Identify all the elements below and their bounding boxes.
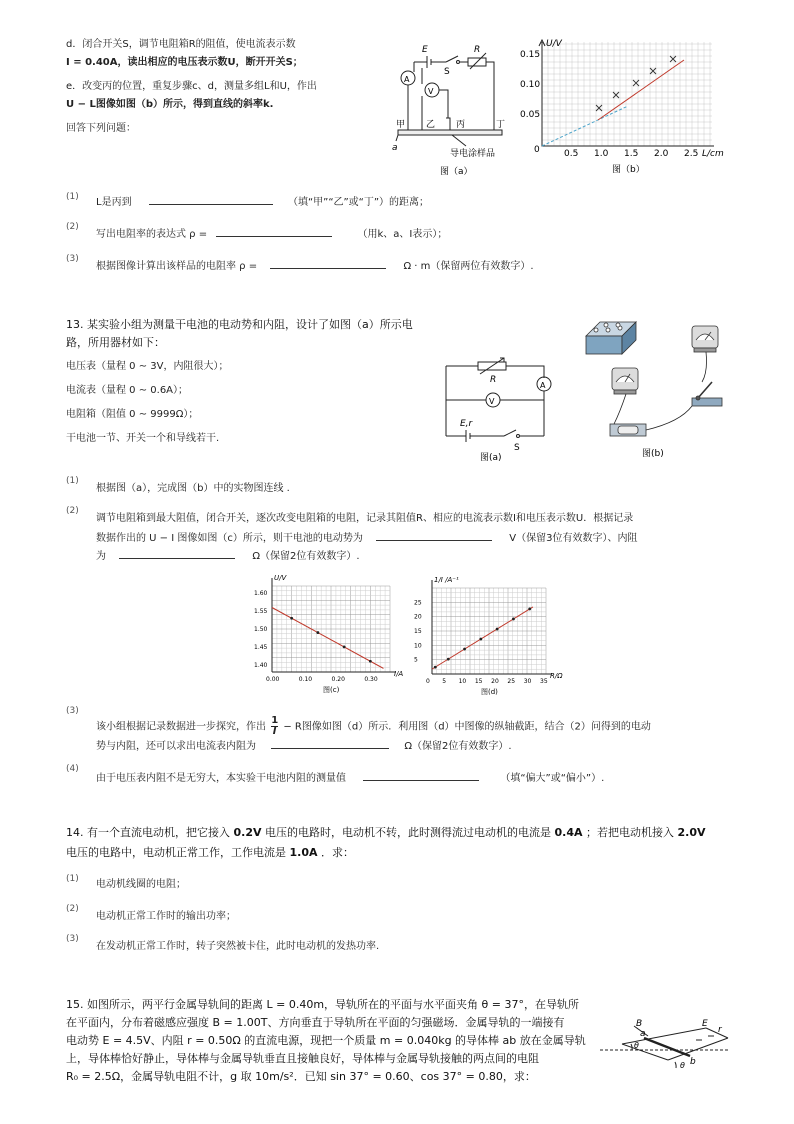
label-ammeter-A: A (540, 381, 546, 390)
text: ．求： (321, 846, 354, 859)
xtick: 2.5 (684, 149, 699, 159)
y-tick-label: 20 (414, 613, 422, 621)
x-tick-label: 10 (458, 678, 467, 685)
q13-sub-2-line1: 调节电阻箱到最大阻值，闭合开关，逐次改变电阻箱的电阻，记录其阻值R、相应的电流表示数I和电压表示数U．根据记录 (96, 513, 634, 524)
q-number: (1) (66, 874, 79, 884)
data-point (528, 608, 531, 611)
x-tick-label: 25 (507, 678, 516, 685)
label-E: E (702, 1019, 708, 1029)
switch-icon (692, 382, 722, 406)
x-tick-label: 35 (540, 678, 548, 685)
xtick: 1.0 (594, 149, 609, 159)
answer-blank[interactable] (149, 194, 273, 205)
label-R: R (490, 375, 497, 385)
text: V（保留3位有效数字）、内阻 (509, 533, 638, 544)
x-axis-label: I/A (394, 670, 404, 678)
q15-line2: 在平面内，分布着磁感应强度 B = 1.00T、方向垂直于导轨所在平面的匀强磁场．金属导轨的一端接有 (66, 1016, 565, 1029)
q13-sub-1: 根据图（a），完成图（b）中的实物图连线 . (96, 483, 290, 494)
q1-prefix: L是丙到 (96, 197, 132, 208)
answer-blank[interactable] (119, 548, 235, 559)
figure-b-graph (516, 34, 734, 180)
q15-line1: 15. 如图所示，两平行金属导轨间的距离 L = 0.40m，导轨所在的平面与水平面夹角 θ = 37°，在导轨所 (66, 998, 579, 1011)
y-tick-label: 1.60 (254, 590, 268, 598)
answer-prompt: 回答下列问题： (66, 123, 136, 134)
x-tick-label: 0.00 (266, 676, 280, 683)
text: 为 (96, 551, 106, 562)
material-resistance-box: 电阻箱（阻值 0 ∼ 9999Ω）； (66, 409, 199, 420)
q-number: (4) (66, 764, 79, 774)
y-axis-label: U/V (274, 574, 287, 582)
figure-a-circuit (392, 38, 520, 180)
x-tick-label: 5 (442, 678, 447, 685)
y-tick-label: 5 (414, 656, 418, 664)
q13-sub-2-line2 (96, 530, 637, 546)
y-tick-label: 25 (414, 599, 422, 607)
y-tick-label: 1.45 (254, 643, 268, 651)
step-e-line2: U − L图像如图（b）所示，得到直线的斜率k. (66, 99, 274, 110)
q15-line3: 电动势 E = 4.5V、内阻 r = 0.50Ω 的直流电源，现把一个质量 m = 0.040kg 的导体棒 ab 放在金属导轨 (66, 1034, 586, 1047)
q-number: (2) (66, 506, 79, 516)
caption-fig-b: 图(b) (642, 449, 664, 459)
material-ammeter: 电流表（量程 0 ∼ 0.6A）； (66, 385, 189, 396)
value: 0.4A (554, 826, 583, 839)
label-E: E (422, 45, 428, 55)
value: 0.2V (233, 826, 262, 839)
data-point (512, 618, 515, 621)
value: 2.0V (677, 826, 706, 839)
material-voltmeter: 电压表（量程 0 ∼ 3V，内阻很大）； (66, 361, 229, 372)
q-number: (2) (66, 222, 79, 232)
q3-suffix: Ω · m（保留两位有效数字）. (403, 261, 534, 272)
chart-title: 图(c) (323, 686, 340, 694)
xtick: 1.5 (624, 149, 639, 159)
label-a: a (640, 1029, 646, 1039)
label-ammeter-A: A (404, 75, 410, 84)
label-sample: 导电涂样品 (450, 149, 496, 159)
text: （填“偏大”或“偏小”）. (500, 773, 605, 784)
x-tick-label: 0.20 (331, 676, 345, 683)
label-ding: 丁 (496, 120, 506, 130)
y-tick-label: 1.50 (254, 626, 268, 633)
q13-figure-a-circuit (438, 352, 558, 464)
fraction-denominator: I (272, 726, 277, 737)
y-tick-label: 1.55 (254, 608, 268, 616)
data-point (496, 628, 499, 631)
q-number: (1) (66, 192, 79, 202)
ammeter-icon (692, 326, 718, 352)
text: 14. 有一个直流电动机，把它接入 (66, 826, 230, 839)
label-B: B (636, 1019, 643, 1029)
material-battery: 干电池一节、开关一个和导线若干. (66, 433, 220, 444)
y-tick-label: 15 (414, 628, 422, 635)
q13-intro-line1: 13. 某实验小组为测量干电池的电动势和内阻，设计了如图（a）所示电 (66, 318, 413, 331)
label-S: S (514, 443, 520, 453)
label-theta: θ (680, 1061, 685, 1070)
label-Er: E,r (460, 419, 473, 429)
data-point (434, 666, 437, 669)
fit-line (272, 608, 383, 669)
battery-icon (610, 424, 646, 436)
q-number: (3) (66, 706, 79, 716)
origin: 0 (534, 145, 540, 155)
y-tick-label: 10 (414, 642, 422, 650)
q14-sub-1: 电动机线圈的电阻； (96, 879, 186, 890)
q14-line2 (66, 846, 354, 860)
answer-blank[interactable] (270, 258, 386, 269)
label-r: r (718, 1025, 722, 1035)
label-jia: 甲 (396, 120, 406, 130)
value: 1.0A (289, 846, 318, 859)
label-theta: θ (634, 1041, 639, 1050)
x-tick-label: 0.10 (298, 676, 313, 683)
q-number: (2) (66, 904, 79, 914)
q1-suffix: （填“甲”“乙”或“丁”）的距离； (287, 197, 430, 208)
step-d-line2: I = 0.40A，读出相应的电压表示数U，断开开关S； (66, 57, 303, 68)
data-point (290, 617, 293, 620)
q-number: (1) (66, 476, 79, 486)
data-point (463, 648, 466, 651)
q14-sub-3: 在发动机正常工作时，转子突然被卡住，此时电动机的发热功率. (96, 941, 380, 952)
text: Ω（保留2位有效数字）. (252, 551, 360, 562)
q14-sub-2: 电动机正常工作时的输出功率； (96, 911, 236, 922)
answer-blank[interactable] (271, 738, 389, 749)
text: 势与内阻，还可以求出电流表内阻为 (96, 741, 256, 752)
fraction-1-over-I (271, 716, 278, 737)
caption-fig-b: 图（b） (612, 165, 645, 175)
ytick: 0.10 (520, 80, 541, 90)
label-R: R (474, 45, 481, 55)
xtick: 2.0 (654, 149, 669, 159)
q13-sub-4 (96, 770, 604, 786)
voltmeter-icon (612, 368, 638, 394)
data-point (316, 631, 319, 634)
step-e-line1: e．改变丙的位置，重复步骤c、d，测量多组L和U，作出 (66, 81, 317, 92)
text: Ω（保留2位有效数字）. (404, 741, 512, 752)
q13-sub-2-line3 (96, 548, 360, 564)
xlabel: L/cm (702, 149, 724, 159)
x-tick-label: 20 (491, 678, 499, 685)
q13-sub-3-line1 (96, 716, 651, 737)
chart-d (414, 568, 570, 698)
q2-prefix: 写出电阻率的表达式 ρ = (96, 229, 208, 240)
x-tick-label: 30 (523, 678, 532, 685)
q3-prefix: 根据图像计算出该样品的电阻率 ρ = (96, 261, 258, 272)
label-yi: 乙 (426, 120, 436, 130)
q15-figure-inclined-rails (598, 1016, 732, 1070)
data-point (343, 646, 346, 649)
data-point (479, 638, 482, 641)
q13-intro-line2: 路，所用器材如下： (66, 336, 165, 349)
label-b: b (690, 1057, 696, 1067)
label-a: a (392, 143, 398, 153)
data-point (369, 660, 372, 663)
q13-figure-b-apparatus (580, 312, 730, 462)
fraction-numerator: 1 (271, 715, 279, 726)
label-S: S (444, 67, 450, 77)
label-voltmeter-V: V (428, 87, 434, 96)
label-bing: 丙 (456, 120, 466, 130)
ylabel: U/V (546, 39, 562, 49)
text: 电压的电路时，电动机不转，此时测得流过电动机的电流是 (265, 826, 551, 839)
text: ；若把电动机接入 (586, 826, 674, 839)
q15-line4: 上，导体棒恰好静止，导体棒与金属导轨垂直且接触良好，导体棒与金属导轨接触的两点间的电阻 (66, 1052, 539, 1065)
question-1 (96, 194, 429, 210)
x-tick-label: 15 (474, 678, 483, 685)
x-tick-label: 0.30 (364, 676, 378, 683)
q-number: (3) (66, 254, 79, 264)
x-axis-label: R/Ω (550, 672, 563, 680)
question-3 (96, 258, 534, 274)
resistance-box-icon (586, 322, 636, 354)
x-tick-label: 0 (426, 678, 430, 685)
label-voltmeter-V: V (489, 397, 495, 406)
answer-blank[interactable] (363, 770, 479, 781)
chart-c (244, 570, 416, 698)
q14-line1 (66, 826, 706, 840)
text: − R图像如图（d）所示．利用图（d）中图像的纵轴截距，结合（2）问得到的电动 (283, 721, 651, 733)
q2-suffix: （用k、a、I表示）； (357, 229, 448, 240)
question-2 (96, 226, 447, 242)
answer-blank[interactable] (376, 530, 492, 541)
y-tick-label: 1.40 (254, 661, 268, 669)
ytick: 0.15 (520, 50, 541, 60)
q15-line5: R₀ = 2.5Ω，金属导轨电阻不计，g 取 10m/s²．已知 sin 37° = 0.60、cos 37° = 0.80，求： (66, 1070, 536, 1083)
text: 电压的电路中，电动机正常工作，工作电流是 (66, 846, 286, 859)
y-axis-label: 1/I /A⁻¹ (434, 576, 459, 584)
text: 数据作出的 U − I 图像如图（c）所示，则干电池的电动势为 (96, 533, 363, 544)
text: 由于电压表内阻不是无穷大，本实验干电池内阻的测量值 (96, 773, 346, 784)
data-point (447, 658, 450, 661)
xtick: 0.5 (564, 149, 579, 159)
ytick: 0.05 (520, 110, 541, 120)
answer-blank[interactable] (216, 226, 332, 237)
caption-fig-a: 图(a) (480, 453, 502, 463)
chart-title: 图(d) (481, 688, 498, 696)
q-number: (3) (66, 934, 79, 944)
q13-sub-3-line2 (96, 738, 512, 754)
text: 该小组根据记录数据进一步探究，作出 (96, 721, 266, 733)
step-d-line1: d．闭合开关S，调节电阻箱R的阻值，使电流表示数 (66, 39, 296, 50)
caption-fig-a: 图（a） (440, 167, 473, 177)
fit-line (598, 60, 684, 120)
